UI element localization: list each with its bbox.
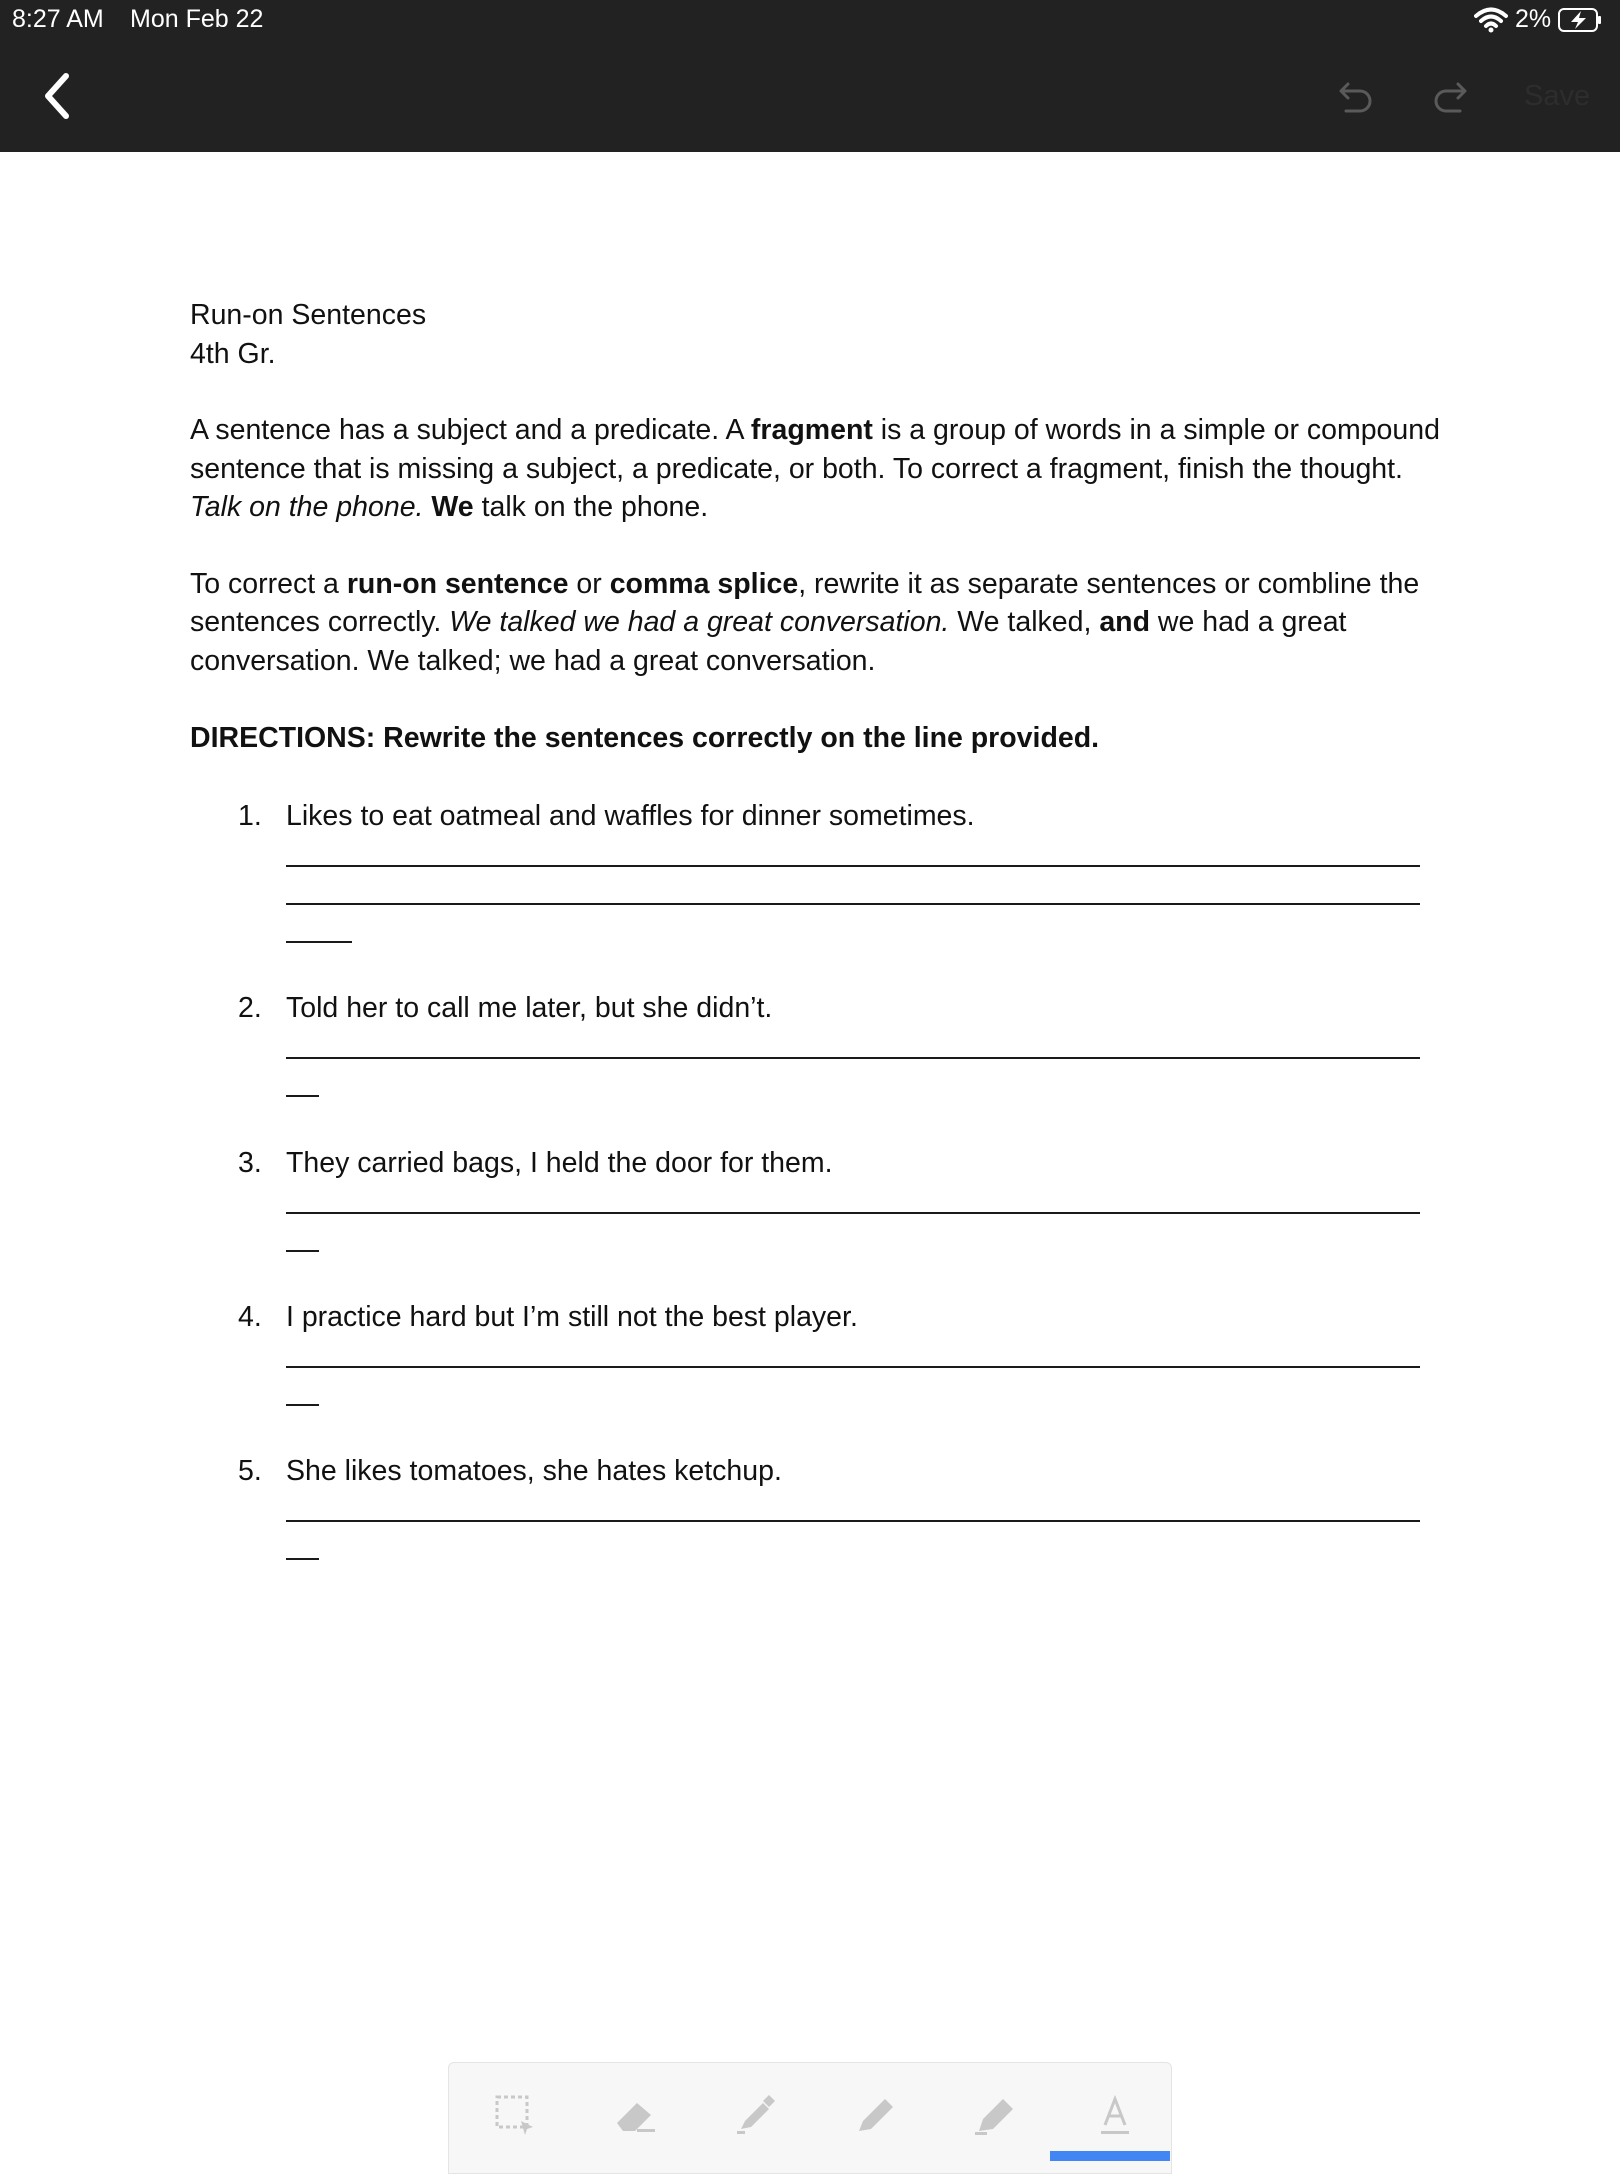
answer-line[interactable] bbox=[286, 1404, 319, 1406]
document-page bbox=[190, 296, 1450, 1487]
status-date: Mon Feb 22 bbox=[130, 5, 264, 33]
top-toolbar bbox=[0, 40, 1620, 152]
question-number: 3. bbox=[238, 1147, 262, 1179]
question-text: She likes tomatoes, she hates ketchup. bbox=[286, 1455, 782, 1487]
answer-line[interactable] bbox=[286, 903, 1420, 905]
answer-line[interactable] bbox=[286, 1250, 319, 1252]
annotation-toolbar bbox=[448, 2062, 1172, 2174]
lasso-select-icon[interactable] bbox=[491, 2091, 539, 2139]
highlighter-icon[interactable] bbox=[971, 2091, 1019, 2139]
status-bar bbox=[0, 0, 1620, 40]
eraser-icon[interactable] bbox=[611, 2091, 659, 2139]
doc-grade: 4th Gr. bbox=[190, 337, 276, 370]
answer-line[interactable] bbox=[286, 1558, 319, 1560]
run-on-paragraph: To correct a run-on sentence or comma splice, rewrite it as separate sentences or combline the sentences correctly. We talked we had a great conversation. We talked, and we had a great conversation. We talked; we had a great conversation. bbox=[190, 567, 1420, 677]
question-text: Told her to call me later, but she didn’t. bbox=[286, 992, 773, 1024]
answer-line[interactable] bbox=[286, 1212, 1420, 1214]
answer-line[interactable] bbox=[286, 1520, 1420, 1522]
status-time: 8:27 AM bbox=[12, 5, 104, 33]
back-chevron-icon[interactable] bbox=[36, 70, 80, 122]
pen-icon[interactable] bbox=[851, 2091, 899, 2139]
answer-line[interactable] bbox=[286, 1057, 1420, 1059]
battery-charging-icon bbox=[1558, 8, 1602, 32]
doc-title: Run-on Sentences bbox=[190, 299, 427, 331]
question-number: 1. bbox=[238, 800, 262, 832]
fragment-paragraph: A sentence has a subject and a predicate. A fragment is a group of words in a simple or compound sentence that is missing a subject, a predicate, or both. To correct a fragment, finish the thought. Talk on the phone. We talk on the phone. bbox=[190, 414, 1440, 523]
answer-line[interactable] bbox=[286, 1095, 319, 1097]
marker-icon[interactable] bbox=[731, 2091, 779, 2139]
answer-line[interactable] bbox=[286, 865, 1420, 867]
text-icon[interactable] bbox=[1091, 2091, 1139, 2139]
question-text: Likes to eat oatmeal and waffles for dinner sometimes. bbox=[286, 800, 975, 832]
wifi-icon bbox=[1474, 6, 1508, 34]
save-button[interactable]: Save bbox=[1524, 80, 1591, 112]
question-number: 4. bbox=[238, 1301, 262, 1333]
question-text: They carried bags, I held the door for them. bbox=[286, 1147, 833, 1179]
question-text: I practice hard but I’m still not the best player. bbox=[286, 1301, 858, 1333]
undo-icon[interactable] bbox=[1336, 76, 1376, 116]
directions-text: DIRECTIONS: Rewrite the sentences correctly on the line provided. bbox=[190, 722, 1100, 754]
question-number: 5. bbox=[238, 1455, 262, 1487]
redo-icon[interactable] bbox=[1430, 76, 1470, 116]
question-number: 2. bbox=[238, 992, 262, 1024]
answer-line[interactable] bbox=[286, 941, 352, 943]
answer-line[interactable] bbox=[286, 1366, 1420, 1368]
battery-percent: 2% bbox=[1515, 5, 1552, 33]
